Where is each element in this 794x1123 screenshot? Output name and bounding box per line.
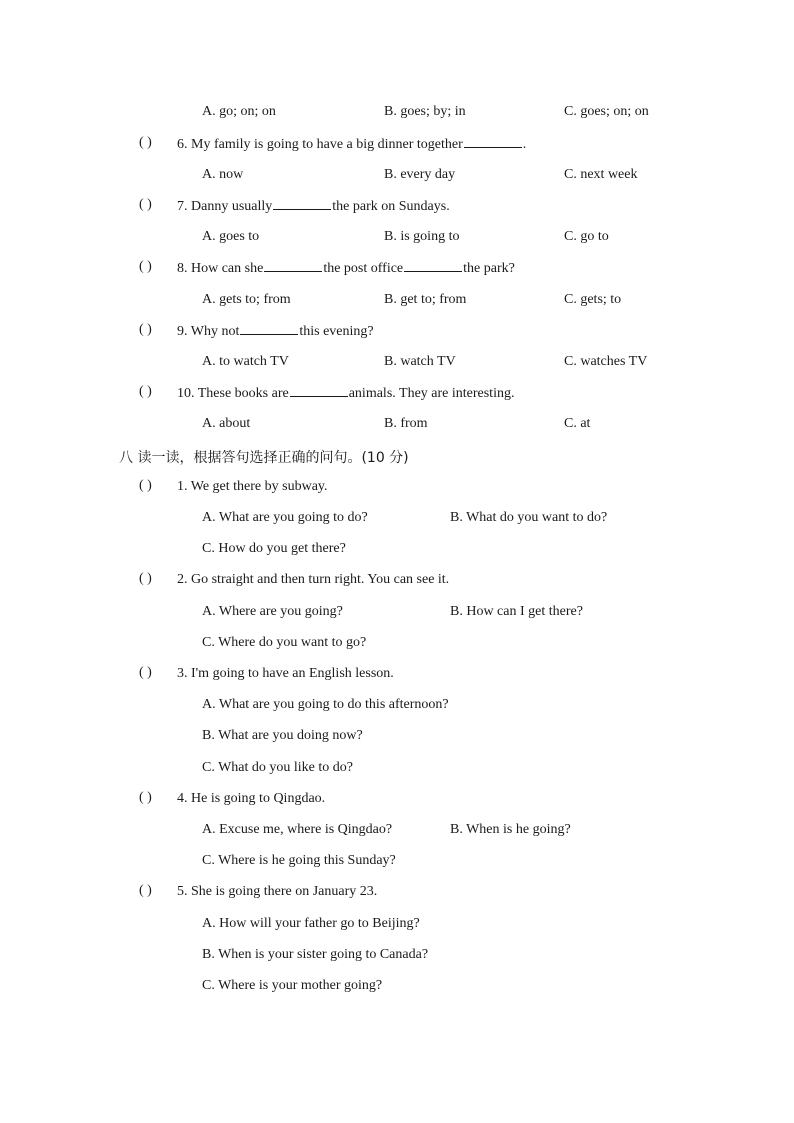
option-c: C. Where is your mother going? xyxy=(202,978,383,993)
option-c: C. goes; on; on xyxy=(564,104,649,119)
option-a: A. Where are you going? xyxy=(202,604,343,619)
option-b: B. every day xyxy=(384,167,456,182)
option-c: C. What do you like to do? xyxy=(202,760,353,775)
question-stem xyxy=(177,322,374,341)
answer-bracket[interactable]: ( ) xyxy=(139,322,152,337)
option-b: B. from xyxy=(384,416,428,431)
option-b: B. is going to xyxy=(384,229,460,244)
stem-text: 7. Danny usually xyxy=(177,199,273,214)
option-a: A. Excuse me, where is Qingdao? xyxy=(202,822,393,837)
option-a: A. What are you going to do? xyxy=(202,510,368,525)
answer-bracket[interactable]: ( ) xyxy=(139,571,152,586)
option-c: C. Where do you want to go? xyxy=(202,635,367,650)
question-stem: 1. We get there by subway. xyxy=(177,479,328,494)
option-c: C. watches TV xyxy=(564,354,648,369)
answer-bracket[interactable]: ( ) xyxy=(139,384,152,399)
option-c: C. gets; to xyxy=(564,292,622,307)
option-b: B. What are you doing now? xyxy=(202,728,363,743)
stem-text-mid: the post office xyxy=(323,261,404,276)
option-a: A. to watch TV xyxy=(202,354,289,369)
answer-blank[interactable] xyxy=(273,197,331,210)
question-stem: 4. He is going to Qingdao. xyxy=(177,791,326,806)
stem-text: 8. How can she xyxy=(177,261,264,276)
question-stem xyxy=(177,197,450,216)
option-c: C. How do you get there? xyxy=(202,541,346,556)
answer-bracket[interactable]: ( ) xyxy=(139,259,152,274)
stem-text-end: this evening? xyxy=(299,324,374,339)
option-b: B. get to; from xyxy=(384,292,467,307)
answer-blank[interactable] xyxy=(464,135,522,148)
option-c: C. at xyxy=(564,416,591,431)
question-stem xyxy=(177,259,515,278)
option-c: C. go to xyxy=(564,229,609,244)
answer-blank[interactable] xyxy=(240,322,298,335)
stem-text: 9. Why not xyxy=(177,324,240,339)
answer-bracket[interactable]: ( ) xyxy=(139,197,152,212)
option-b: B. How can I get there? xyxy=(450,604,583,619)
answer-bracket[interactable]: ( ) xyxy=(139,665,152,680)
answer-blank-1[interactable] xyxy=(264,259,322,272)
stem-text-end: . xyxy=(522,137,527,152)
answer-blank-2[interactable] xyxy=(404,259,462,272)
option-a: A. about xyxy=(202,416,251,431)
question-stem xyxy=(177,384,514,403)
option-a: A. What are you going to do this afternoon? xyxy=(202,697,449,712)
section-8-title: 八 读一读，根据答句选择正确的问句。(10 分) xyxy=(119,450,409,466)
question-stem xyxy=(177,135,526,154)
stem-text: 6. My family is going to have a big dinner together xyxy=(177,137,463,152)
answer-bracket[interactable]: ( ) xyxy=(139,883,152,898)
option-b: B. When is your sister going to Canada? xyxy=(202,947,429,962)
answer-bracket[interactable]: ( ) xyxy=(139,135,152,150)
answer-bracket[interactable]: ( ) xyxy=(139,790,152,805)
stem-text-end: the park on Sundays. xyxy=(332,199,450,214)
stem-text-end: animals. They are interesting. xyxy=(348,386,515,401)
question-stem: 3. I'm going to have an English lesson. xyxy=(177,666,394,681)
option-a: A. now xyxy=(202,167,244,182)
option-a: A. goes to xyxy=(202,229,260,244)
stem-text-end: the park? xyxy=(463,261,515,276)
option-c: C. Where is he going this Sunday? xyxy=(202,853,396,868)
option-b: B. When is he going? xyxy=(450,822,571,837)
question-stem: 5. She is going there on January 23. xyxy=(177,884,378,899)
option-b: B. What do you want to do? xyxy=(450,510,608,525)
stem-text: 10. These books are xyxy=(177,386,289,401)
option-b: B. goes; by; in xyxy=(384,104,466,119)
option-b: B. watch TV xyxy=(384,354,456,369)
option-a: A. How will your father go to Beijing? xyxy=(202,916,420,931)
option-c: C. next week xyxy=(564,167,638,182)
option-a: A. go; on; on xyxy=(202,104,276,119)
answer-blank[interactable] xyxy=(290,384,348,397)
question-stem: 2. Go straight and then turn right. You can see it. xyxy=(177,572,450,587)
answer-bracket[interactable]: ( ) xyxy=(139,478,152,493)
option-a: A. gets to; from xyxy=(202,292,291,307)
